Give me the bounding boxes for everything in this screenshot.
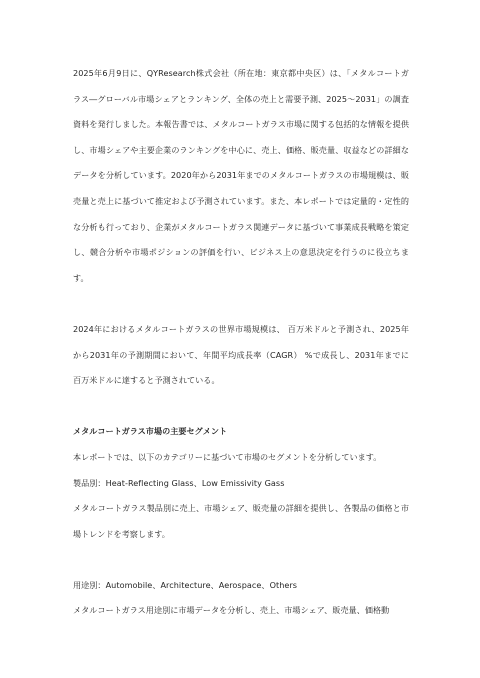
product-type-description: メタルコートガラス製品別に売上、市場シェア、販売量の詳細を提供し、各製品の価格と市場トレンドを考察します。 [73, 503, 409, 539]
application-description: メタルコートガラス用途別に市場データを分析し、売上、市場シェア、販売量、価格動 [73, 605, 390, 616]
application-line: 用途別：Automobile、Architecture、Aerospace、Others [73, 579, 298, 590]
paragraph-spacer [73, 291, 409, 317]
market-size-paragraph: 2024年におけるメタルコートガラスの世界市場規模は、 百万米ドルと予測され、2025年から2031年の予測期間において、年間平均成長率（CAGR） %で成長し、2031年までに 百万米ドルに達すると予測されている。 [73, 323, 409, 386]
segments-intro: 本レポートでは、以下のカテゴリーに基づいて市場のセグメントを分析しています。 [73, 451, 382, 462]
paragraph-spacer [73, 394, 409, 420]
segments-heading: メタルコートガラス市場の主要セグメント [73, 426, 228, 437]
document-body [73, 61, 409, 624]
product-type-line: 製品別：Heat-Reflecting Glass、Low Emissivity Gass [73, 477, 285, 488]
intro-paragraph: 2025年6月9日に、QYResearch株式会社（所在地：東京都中央区）は、「メタルコートガラス―グローバル市場シェアとランキング、全体の売上と需要予測、2025～2031」の調査資料を発行しました。本報告書では、メタルコートガラス市場に関する包括的な情報を提供し、市場シェアや主要企業のランキングを中心に、売上、価格、販売量、収益などの詳細なデータを分析しています。2020年から2031年までのメタルコートガラスの市場規模は、販売量と売上に基づいて推定および予測されています。また、本レポートでは定量的・定性的な分析も行っており、企業がメタルコートガラス関連データに基づいて事業成長戦略を策定し、競合分析や市場ポジションの評価を行い、ビジネス上の意思決定を行うのに役立ちます。 [73, 68, 409, 283]
paragraph-spacer [73, 547, 409, 573]
